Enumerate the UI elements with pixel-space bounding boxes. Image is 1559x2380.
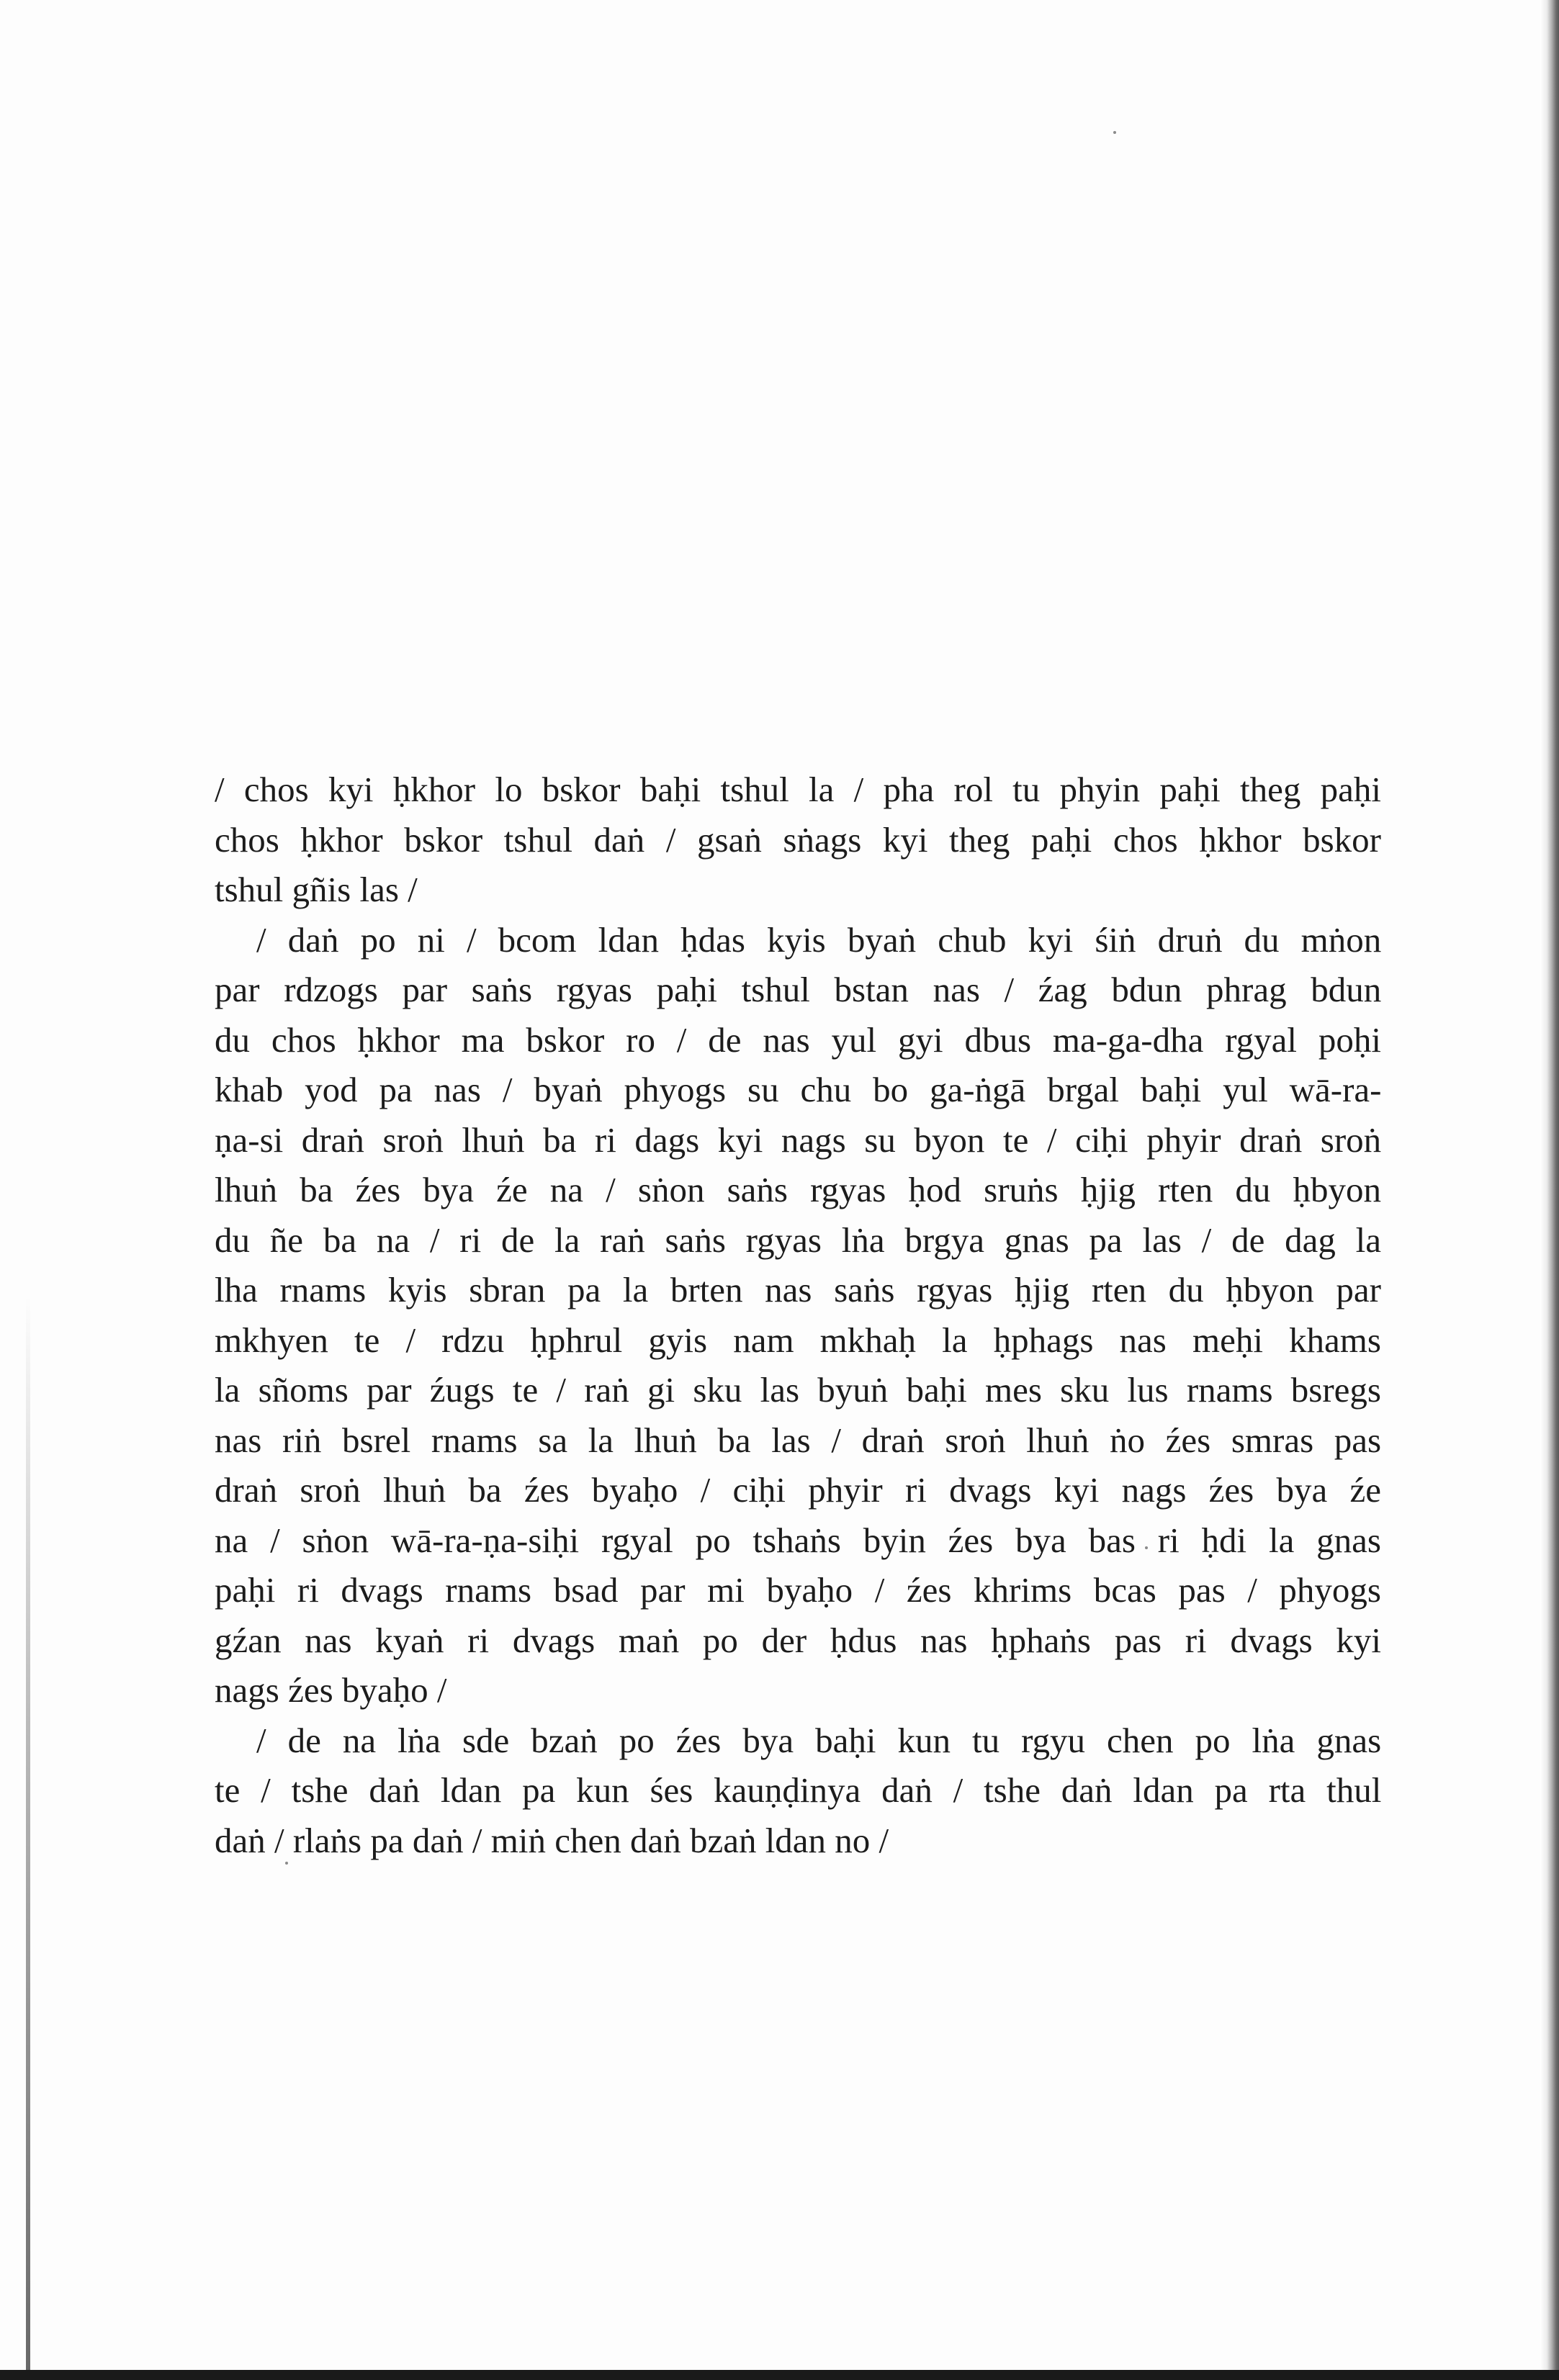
paragraph <box>215 915 1381 1716</box>
body-text <box>215 765 1381 1865</box>
scan-speck <box>1113 131 1116 134</box>
text-line: khab yod pa nas / byaṅ phyogs su chu bo ga-ṅgā brgal baḥi yul wā-ra- <box>215 1070 1382 1109</box>
text-line: lha rnams kyis sbran pa la brten nas saṅs rgyas ḥjig rten du ḥbyon par <box>215 1270 1381 1310</box>
text-line: draṅ sroṅ lhuṅ ba źes byaḥo / ciḥi phyir ri dvags kyi nags źes bya źe <box>215 1470 1381 1510</box>
text-line: gźan nas kyaṅ ri dvags maṅ po der ḥdus nas ḥphaṅs pas ri dvags kyi <box>215 1620 1381 1660</box>
text-line: te / tshe daṅ ldan pa kun śes kauṇḍinya daṅ / tshe daṅ ldan pa rta thul <box>215 1770 1382 1810</box>
text-line: daṅ / rlaṅs pa daṅ / miṅ chen daṅ bzaṅ ldan no / <box>215 1820 889 1860</box>
page-left-edge-shadow <box>26 1296 30 2376</box>
text-line: du chos ḥkhor ma bskor ro / de nas yul gyi dbus ma-ga-dha rgyal poḥi <box>215 1019 1381 1060</box>
page-bottom-edge <box>0 2370 1559 2380</box>
text-line: na / sṅon wā-ra-ṇa-siḥi rgyal po tshaṅs byin źes bya bas ri ḥdi la gnas <box>215 1520 1381 1560</box>
paragraph <box>215 765 1381 915</box>
text-line: paḥi ri dvags rnams bsad par mi byaḥo / źes khrims bcas pas / phyogs <box>215 1570 1381 1610</box>
paragraph <box>215 1716 1381 1866</box>
text-line: la sñoms par źugs te / raṅ gi sku las byuṅ baḥi mes sku lus rnams bsregs <box>215 1370 1381 1410</box>
text-line: mkhyen te / rdzu ḥphrul gyis nam mkhaḥ la ḥphags nas meḥi khams <box>215 1320 1381 1360</box>
page-binding-shadow <box>1540 0 1559 2380</box>
text-line: / chos kyi ḥkhor lo bskor baḥi tshul la / pha rol tu phyin paḥi theg paḥi <box>215 770 1381 809</box>
text-line: nas riṅ bsrel rnams sa la lhuṅ ba las / draṅ sroṅ lhuṅ ṅo źes smras pas <box>215 1420 1382 1460</box>
text-line: ṇa-si draṅ sroṅ lhuṅ ba ri dags kyi nags su byon te / ciḥi phyir draṅ sroṅ <box>215 1119 1382 1160</box>
text-line: tshul gñis las / <box>215 870 418 909</box>
text-line: / daṅ po ni / bcom ldan ḥdas kyis byaṅ chub kyi śiṅ druṅ du mṅon <box>256 919 1382 960</box>
text-line: du ñe ba na / ri de la raṅ saṅs rgyas lṅa brgya gnas pa las / de dag la <box>215 1220 1381 1260</box>
text-line: nags źes byaḥo / <box>215 1670 447 1710</box>
text-line: / de na lṅa sde bzaṅ po źes bya baḥi kun tu rgyu chen po lṅa gnas <box>256 1720 1382 1760</box>
text-line: par rdzogs par saṅs rgyas paḥi tshul bstan nas / źag bdun phrag bdun <box>215 970 1382 1009</box>
text-line: chos ḥkhor bskor tshul daṅ / gsaṅ sṅags kyi theg paḥi chos ḥkhor bskor <box>215 819 1381 860</box>
text-line: lhuṅ ba źes bya źe na / sṅon saṅs rgyas ḥod sruṅs ḥjig rten du ḥbyon <box>215 1170 1381 1209</box>
